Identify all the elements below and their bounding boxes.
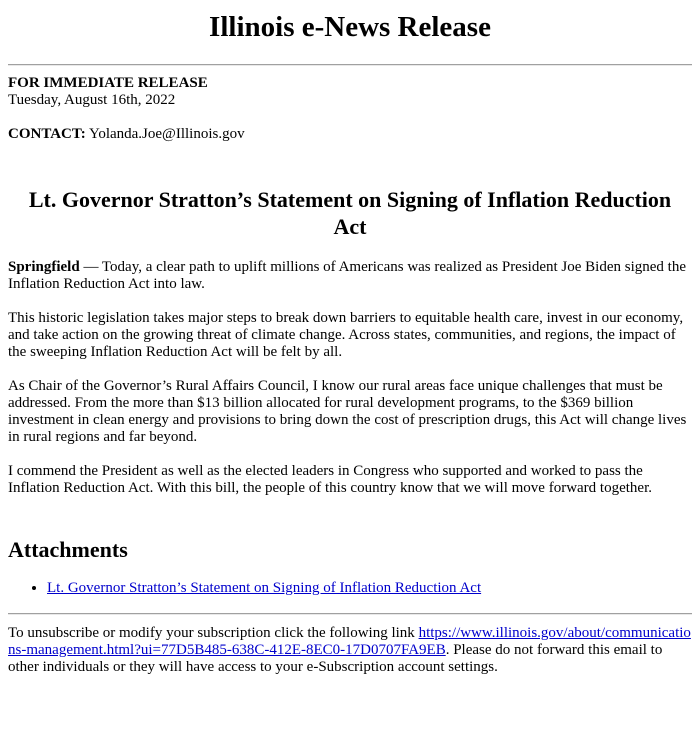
footer bbox=[8, 625, 692, 676]
attachment-link[interactable]: Lt. Governor Stratton’s Statement on Signing of Inflation Reduction Act bbox=[47, 580, 482, 596]
subscription-management-link[interactable]: https://www.illinois.gov/about/communications-management.html?ui=77D5B485-638C-412E-8EC0-17D0707FA9EB bbox=[8, 625, 691, 658]
paragraph-text: — Today, a clear path to uplift millions of Americans was realized as President Joe Biden signed the Inflation Reduction Act into law. bbox=[8, 259, 686, 292]
attachments-list bbox=[8, 580, 692, 597]
contact-label: CONTACT: bbox=[8, 126, 86, 142]
contact-email: Yolanda.Joe@Illinois.gov bbox=[88, 126, 245, 142]
release-meta bbox=[8, 75, 692, 109]
contact-line bbox=[8, 126, 692, 143]
attachments-heading: Attachments bbox=[8, 537, 128, 562]
footer-divider bbox=[8, 613, 692, 615]
article-paragraph: I commend the President as well as the elected leaders in Congress who supported and worked to pass the Inflation Reduction Act. With this bill, the people of this country know that we will move forward together. bbox=[8, 463, 652, 496]
unsubscribe-text: To unsubscribe or modify your subscription click the following link bbox=[8, 625, 415, 641]
article-headline: Lt. Governor Stratton’s Statement on Signing of Inflation Reduction Act bbox=[28, 187, 672, 239]
release-label: FOR IMMEDIATE RELEASE bbox=[8, 75, 208, 91]
article-paragraph bbox=[8, 259, 692, 293]
forward-warning-text: . Please do not forward this email to other individuals or they will have access to your e-Subscription account settings. bbox=[8, 642, 663, 675]
article-paragraph: As Chair of the Governor’s Rural Affairs Council, I know our rural areas face unique challenges that must be addressed. From the more than $13 billion allocated for rural development programs, to the $369 billion investment in clean energy and provisions to bring down the cost of prescription drugs, this Act will change lives in rural regions and far beyond. bbox=[8, 378, 687, 445]
header-divider bbox=[8, 64, 692, 66]
attachment-item bbox=[47, 580, 692, 597]
release-date: Tuesday, August 16th, 2022 bbox=[8, 92, 176, 108]
article-paragraph: This historic legislation takes major steps to break down barriers to equitable health care, invest in our economy, and take action on the growing threat of climate change. Across states, communities, and regions, the impact of the sweeping Inflation Reduction Act will be felt by all. bbox=[8, 310, 684, 360]
dateline: Springfield bbox=[8, 259, 80, 275]
article-body bbox=[8, 259, 692, 497]
page-title: Illinois e-News Release bbox=[209, 11, 491, 43]
